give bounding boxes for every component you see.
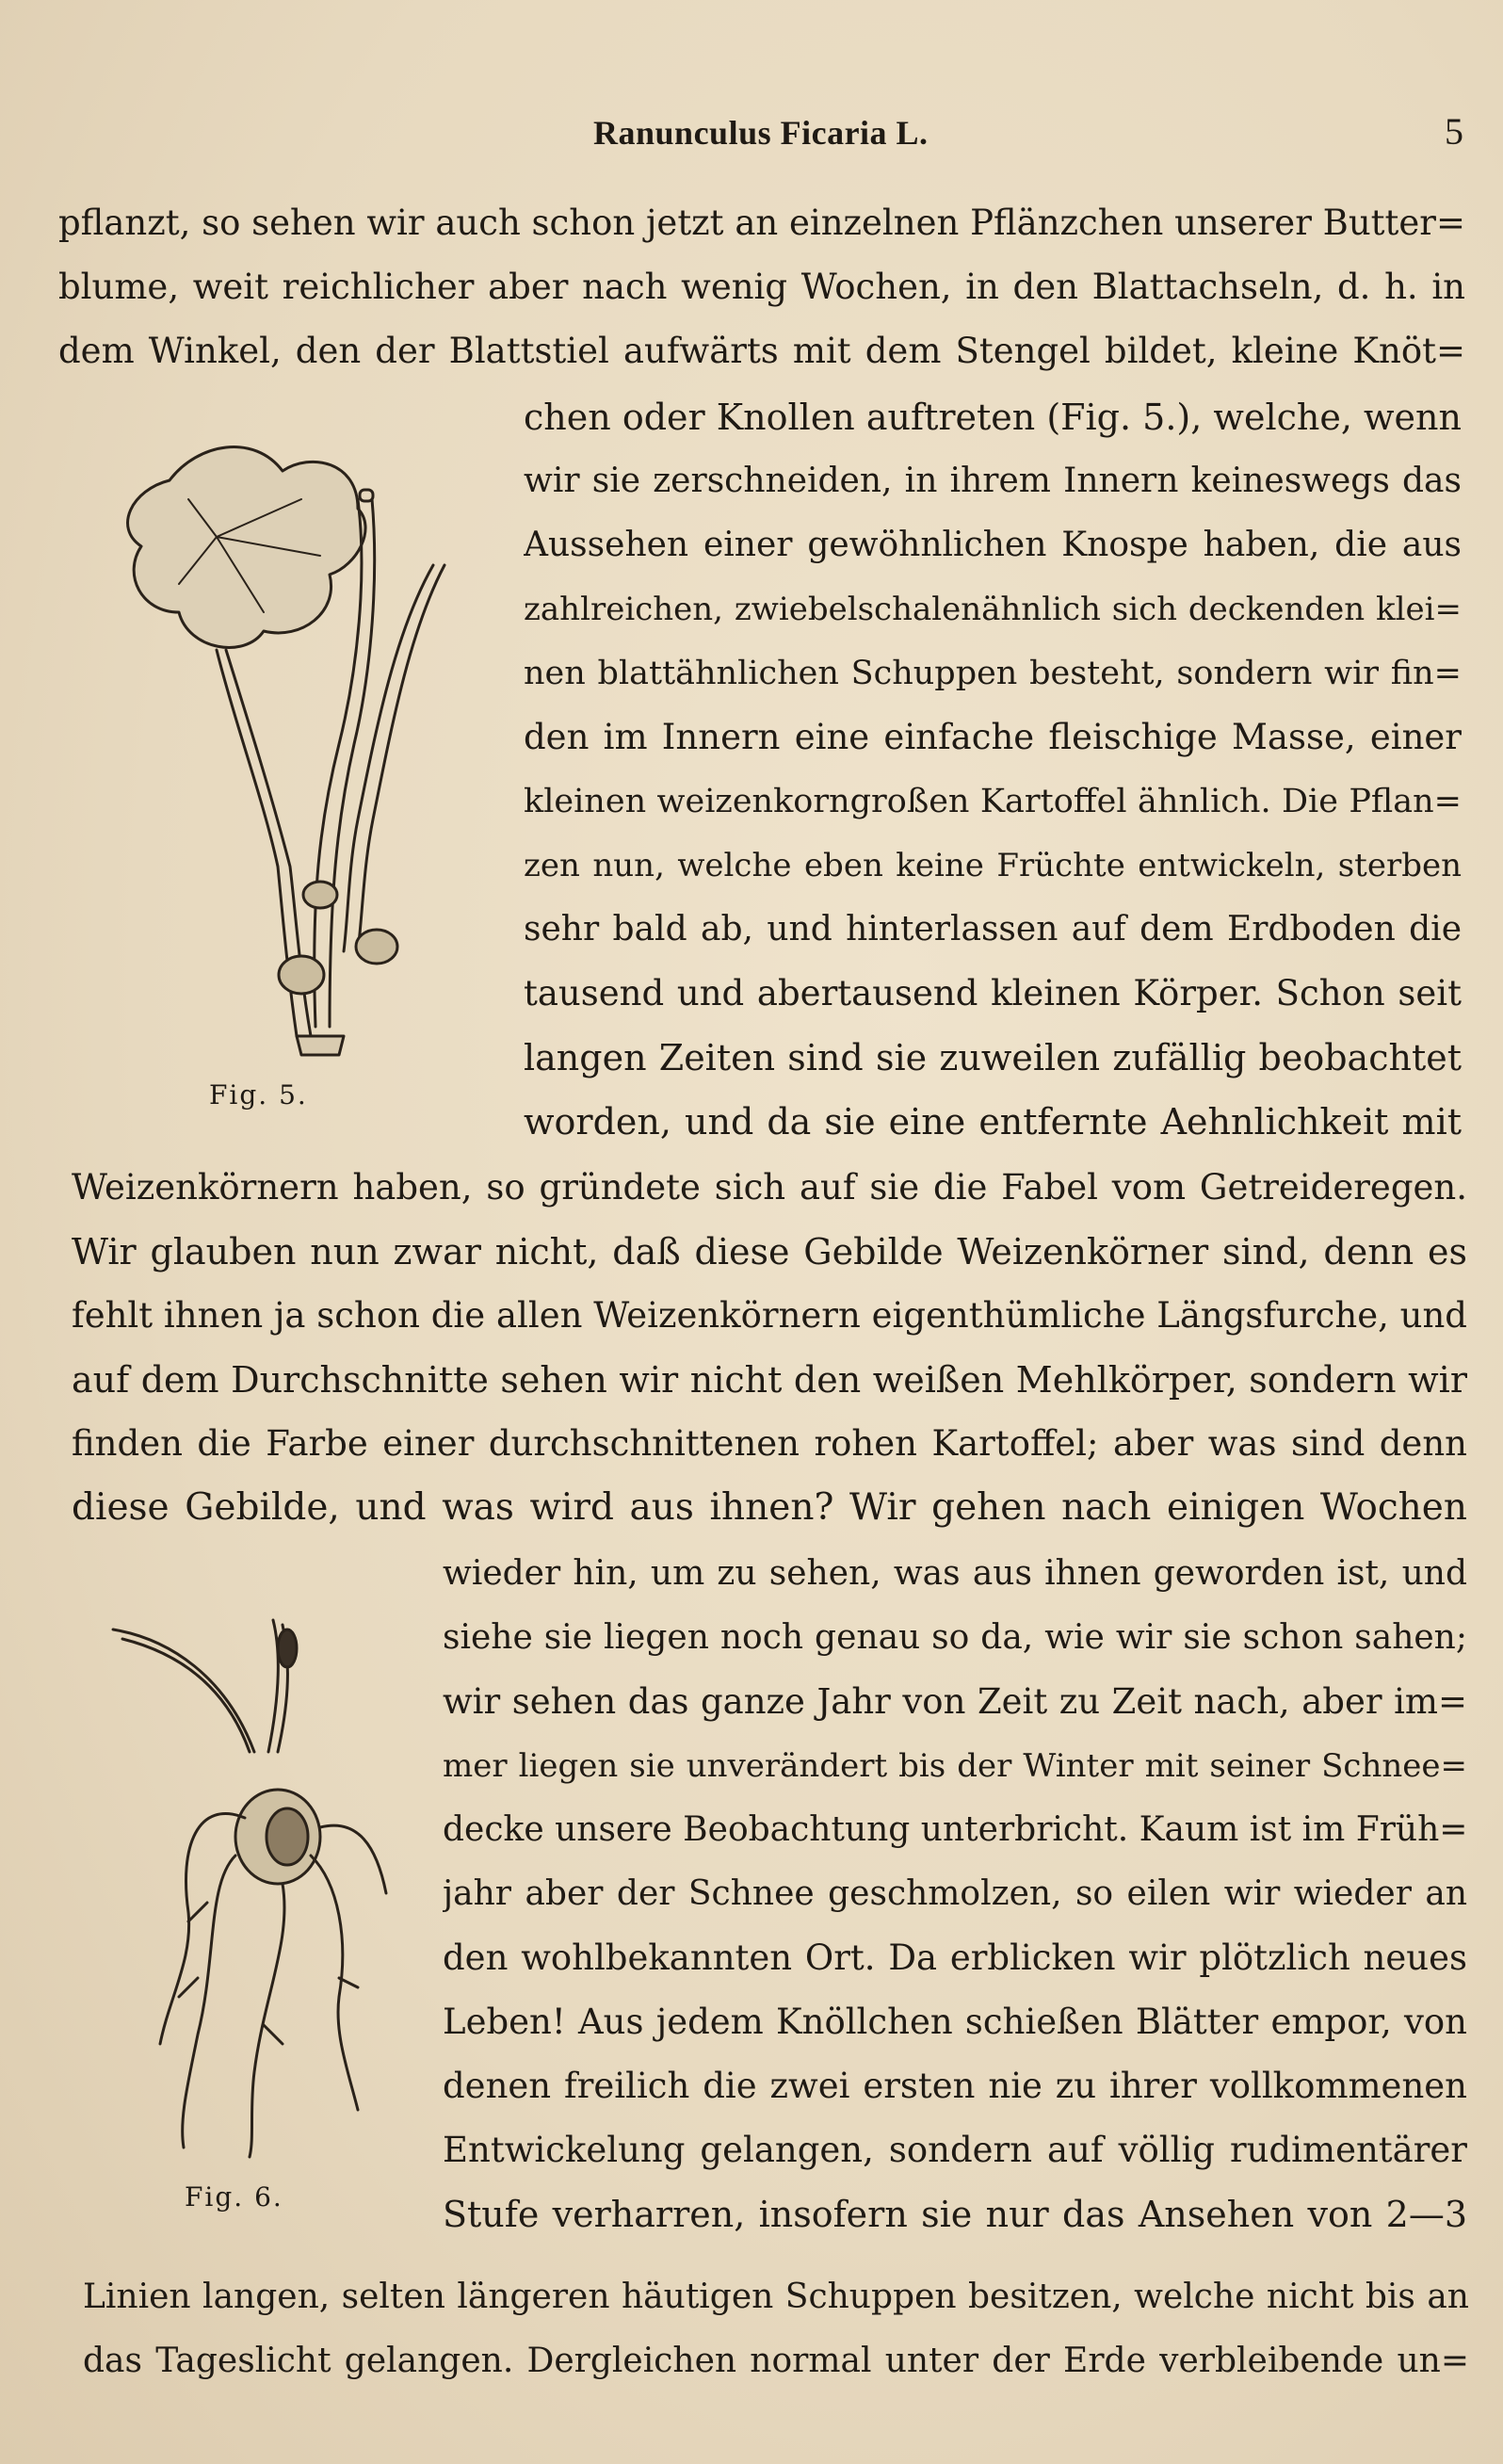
text-line: decke unsere Beobachtung unterbricht. Kaum ist im Früh= [443, 1810, 1467, 1849]
text-line: zen nun, welche eben keine Früchte entwickeln, sterben [524, 847, 1462, 884]
text-line: Linien langen, selten längeren häutigen Schuppen besitzen, welche nicht bis an [83, 2278, 1469, 2316]
text-line: denen freilich die zwei ersten nie zu ihrer vollkommenen [443, 2066, 1467, 2106]
text-line: chen oder Knollen auftreten (Fig. 5.), welche, wenn [524, 397, 1462, 438]
text-line: kleinen weizenkorngroßen Kartoffel ähnlich. Die Pflan= [524, 783, 1462, 820]
text-line: den im Innern eine einfache fleischige Masse, einer [524, 717, 1462, 757]
figure-5-illustration [75, 424, 480, 1074]
page-number: 5 [1445, 110, 1463, 153]
text-line: Leben! Aus jedem Knöllchen schießen Blätter empor, von [443, 2002, 1467, 2042]
text-line: finden die Farbe einer durchschnittenen rohen Kartoffel; aber was sind denn [72, 1423, 1467, 1464]
text-line: langen Zeiten sind sie zuweilen zufällig beobachtet [524, 1037, 1462, 1078]
text-line: dem Winkel, den der Blattstiel aufwärts mit dem Stengel bildet, kleine Knöt= [58, 331, 1465, 371]
page-header [0, 105, 1503, 162]
figure-6-illustration [94, 1601, 396, 2166]
text-line: wir sehen das ganze Jahr von Zeit zu Zeit nach, aber im= [443, 1681, 1467, 1722]
text-line: das Tageslicht gelangen. Dergleichen normal unter der Erde verbleibende un= [83, 2342, 1469, 2380]
text-line: jahr aber der Schnee geschmolzen, so eilen wir wieder an [443, 1874, 1467, 1913]
text-line: worden, und da sie eine entfernte Aehnlichkeit mit [524, 1101, 1462, 1143]
text-line: Stufe verharren, insofern sie nur das Ansehen von 2—3 [443, 2194, 1467, 2235]
text-line: Weizenkörnern haben, so gründete sich auf sie die Fabel vom Getreideregen. [72, 1167, 1467, 1208]
running-title: Ranunculus Ficaria L. [593, 114, 929, 152]
text-line: diese Gebilde, und was wird aus ihnen? Wir gehen nach einigen Wochen [72, 1486, 1467, 1529]
text-line: wieder hin, um zu sehen, was aus ihnen geworden ist, und [443, 1554, 1467, 1593]
text-line: siehe sie liegen noch genau so da, wie wir sie schon sahen; [443, 1618, 1467, 1657]
text-line: sehr bald ab, und hinterlassen auf dem Erdboden die [524, 910, 1462, 948]
text-line: zahlreichen, zwiebelschalenähnlich sich deckenden klei= [524, 591, 1462, 628]
text-line: fehlt ihnen ja schon die allen Weizenkörnern eigenthümliche Längsfurche, und [72, 1295, 1467, 1336]
text-line: den wohlbekannten Ort. Da erblicken wir plötzlich neues [443, 1937, 1467, 1978]
figure-5-caption: Fig. 5. [209, 1079, 308, 1110]
text-line: pflanzt, so sehen wir auch schon jetzt an einzelnen Pflänzchen unserer Butter= [58, 203, 1465, 243]
text-line: Entwickelung gelangen, sondern auf völlig rudimentärer [443, 2130, 1467, 2170]
text-line: Wir glauben nun zwar nicht, daß diese Gebilde Weizenkörner sind, denn es [72, 1231, 1467, 1273]
text-line: blume, weit reichlicher aber nach wenig Wochen, in den Blattachseln, d. h. in [58, 267, 1465, 307]
text-line: nen blattähnlichen Schuppen besteht, sondern wir fin= [524, 655, 1462, 692]
text-line: Aussehen einer gewöhnlichen Knospe haben, die aus [524, 526, 1462, 564]
text-line: mer liegen sie unverändert bis der Winter mit seiner Schnee= [443, 1747, 1467, 1785]
text-line: auf dem Durchschnitte sehen wir nicht den weißen Mehlkörper, sondern wir [72, 1359, 1467, 1401]
text-line: tausend und abertausend kleinen Körper. Schon seit [524, 973, 1462, 1013]
text-line: wir sie zerschneiden, in ihrem Innern keineswegs das [524, 462, 1462, 500]
figure-6-caption: Fig. 6. [185, 2181, 283, 2213]
